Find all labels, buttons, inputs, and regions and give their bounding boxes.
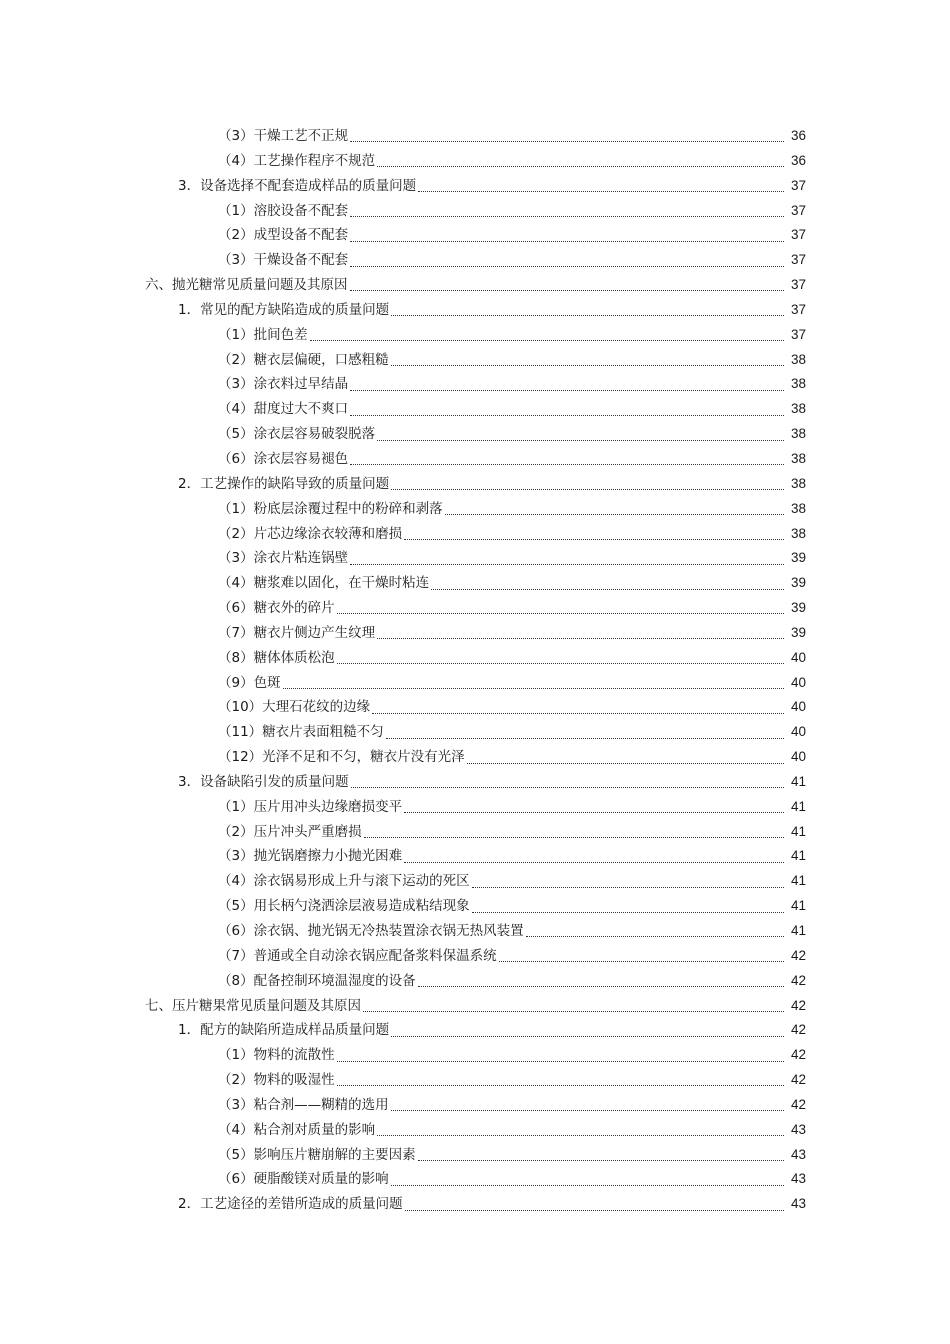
- dot-leader: [404, 861, 784, 863]
- dot-leader: [337, 612, 784, 614]
- toc-entry-title: （7）普通或全自动涂衣锅应配备浆料保温系统: [218, 947, 497, 964]
- toc-entry-title: （5）涂衣层容易破裂脱落: [218, 426, 376, 443]
- toc-entry-page-number: 39: [790, 550, 806, 566]
- toc-entry[interactable]: [0, 199, 950, 224]
- toc-entry-title: （3）干燥设备不配套: [218, 252, 349, 269]
- toc-entry-title: 2．工艺操作的缺陷导致的质量问题: [178, 475, 390, 492]
- toc-entry-page-number: 42: [790, 997, 806, 1013]
- dot-leader: [418, 190, 784, 192]
- toc-entry-page-number: 36: [790, 128, 806, 143]
- toc-entry-title: 七、压片糖果常见质量问题及其原因: [145, 997, 361, 1014]
- toc-entry-title: 3．设备缺陷引发的质量问题: [178, 773, 349, 790]
- toc-entry-title: （3）粘合剂——糊精的选用: [218, 1096, 389, 1113]
- toc-entry-page-number: 38: [790, 525, 806, 541]
- toc-entry[interactable]: [0, 522, 950, 547]
- dot-leader: [363, 1010, 784, 1012]
- toc-entry[interactable]: [0, 894, 950, 919]
- toc-entry-page-number: 38: [790, 500, 806, 516]
- dot-leader: [350, 140, 784, 142]
- toc-entry[interactable]: [0, 1167, 950, 1192]
- toc-entry-page-number: 37: [790, 202, 806, 218]
- toc-entry[interactable]: [0, 596, 950, 621]
- dot-leader: [445, 513, 784, 515]
- toc-entry-title: （1）粉底层涂覆过程中的粉碎和剥落: [218, 500, 443, 517]
- dot-leader: [405, 1209, 784, 1211]
- dot-leader: [350, 240, 784, 242]
- toc-entry-page-number: 36: [790, 152, 806, 168]
- dot-leader: [391, 1184, 784, 1186]
- toc-entry-page-number: 41: [790, 873, 806, 889]
- toc-entry[interactable]: [0, 497, 950, 522]
- dot-leader: [391, 488, 784, 490]
- dot-leader: [364, 836, 784, 838]
- toc-entry[interactable]: [0, 1093, 950, 1118]
- table-of-contents: [0, 124, 950, 1217]
- toc-entry-page-number: 41: [790, 798, 806, 814]
- dot-leader: [499, 960, 784, 962]
- dot-leader: [310, 339, 784, 341]
- toc-entry[interactable]: [0, 944, 950, 969]
- toc-entry[interactable]: [0, 124, 950, 149]
- toc-entry-title: （3）干燥工艺不正规: [218, 128, 349, 144]
- dot-leader: [391, 1035, 784, 1037]
- dot-leader: [472, 911, 784, 913]
- dot-leader: [350, 289, 785, 291]
- toc-entry-title: （2）糖衣层偏硬，口感粗糙: [218, 351, 389, 368]
- dot-leader: [526, 935, 784, 937]
- dot-leader: [404, 811, 784, 813]
- toc-entry-title: （6）涂衣锅、抛光锅无冷热装置涂衣锅无热风装置: [218, 923, 524, 939]
- toc-entry-title: （2）物料的吸湿性: [218, 1072, 335, 1089]
- toc-entry-page-number: 39: [790, 575, 806, 591]
- toc-entry-page-number: 38: [790, 351, 806, 367]
- toc-entry-title: （8）糖体体质松泡: [218, 649, 335, 666]
- dot-leader: [372, 712, 784, 714]
- toc-entry[interactable]: [0, 447, 950, 472]
- dot-leader: [467, 762, 784, 764]
- toc-entry-page-number: 42: [790, 947, 806, 963]
- toc-entry-title: （9）色斑: [218, 674, 281, 691]
- toc-entry-page-number: 40: [790, 699, 806, 715]
- toc-entry[interactable]: [0, 149, 950, 174]
- toc-entry-page-number: 37: [790, 301, 806, 317]
- toc-entry-page-number: 37: [790, 277, 806, 293]
- toc-entry-title: （6）糖衣外的碎片: [218, 600, 335, 617]
- dot-leader: [377, 1134, 784, 1136]
- toc-entry[interactable]: [0, 919, 950, 944]
- toc-entry-title: （12）光泽不足和不匀，糖衣片没有光泽: [218, 749, 465, 766]
- toc-entry-title: （1）物料的流散性: [218, 1047, 335, 1064]
- toc-entry[interactable]: [0, 397, 950, 422]
- toc-entry-page-number: 38: [790, 426, 806, 442]
- toc-entry[interactable]: [0, 820, 950, 845]
- toc-entry[interactable]: [0, 844, 950, 869]
- toc-entry-page-number: 41: [790, 923, 806, 938]
- toc-entry-title: 1．常见的配方缺陷造成的质量问题: [178, 301, 390, 318]
- toc-entry[interactable]: [0, 273, 950, 298]
- toc-entry-title: （11）糖衣片表面粗糙不匀: [218, 724, 384, 741]
- toc-entry[interactable]: [0, 770, 950, 795]
- toc-entry[interactable]: [0, 248, 950, 273]
- dot-leader: [377, 165, 784, 167]
- dot-leader: [391, 314, 784, 316]
- toc-entry-page-number: 42: [790, 1047, 806, 1063]
- dot-leader: [351, 786, 784, 788]
- dot-leader: [337, 1060, 784, 1062]
- toc-entry[interactable]: [0, 994, 950, 1019]
- toc-entry[interactable]: [0, 174, 950, 199]
- toc-entry-page-number: 43: [790, 1121, 806, 1137]
- toc-entry-title: （4）粘合剂对质量的影响: [218, 1121, 376, 1138]
- dot-leader: [283, 687, 784, 689]
- toc-entry-title: （7）糖衣片侧边产生纹理: [218, 624, 376, 641]
- toc-entry-title: （4）甜度过大不爽口: [218, 401, 349, 418]
- toc-entry-title: 3．设备选择不配套造成样品的质量问题: [178, 177, 417, 194]
- toc-entry-page-number: 37: [790, 227, 806, 243]
- toc-entry-title: （3）涂衣片粘连锅壁: [218, 550, 349, 567]
- toc-entry[interactable]: [0, 223, 950, 248]
- toc-entry[interactable]: [0, 1118, 950, 1143]
- dot-leader: [404, 538, 784, 540]
- toc-entry-page-number: 43: [790, 1196, 806, 1212]
- toc-entry[interactable]: [0, 869, 950, 894]
- toc-entry-page-number: 42: [790, 1022, 806, 1038]
- toc-entry-title: （8）配备控制环境温湿度的设备: [218, 972, 416, 989]
- toc-entry-page-number: 37: [790, 326, 806, 342]
- toc-entry-page-number: 38: [790, 450, 806, 466]
- toc-entry-page-number: 38: [790, 376, 806, 392]
- toc-entry-page-number: 38: [790, 401, 806, 417]
- toc-entry-page-number: 43: [790, 1171, 806, 1187]
- toc-entry-title: （2）压片冲头严重磨损: [218, 823, 362, 840]
- toc-entry-page-number: 41: [790, 773, 806, 789]
- dot-leader: [472, 886, 784, 888]
- toc-entry[interactable]: [0, 472, 950, 497]
- toc-entry[interactable]: [0, 372, 950, 397]
- toc-entry[interactable]: [0, 546, 950, 571]
- dot-leader: [350, 563, 784, 565]
- toc-entry-title: （2）片芯边缘涂衣较薄和磨损: [218, 525, 403, 542]
- toc-entry-page-number: 39: [790, 624, 806, 640]
- toc-entry[interactable]: [0, 795, 950, 820]
- toc-entry-page-number: 40: [790, 649, 806, 665]
- dot-leader: [350, 265, 784, 267]
- toc-entry-title: （5）影响压片糖崩解的主要因素: [218, 1146, 416, 1163]
- toc-entry[interactable]: [0, 1043, 950, 1068]
- toc-entry-page-number: 40: [790, 674, 806, 690]
- toc-entry-title: 2．工艺途径的差错所造成的质量问题: [178, 1196, 403, 1213]
- toc-entry-title: （4）糖浆难以固化，在干燥时粘连: [218, 575, 430, 592]
- toc-entry-title: （2）成型设备不配套: [218, 227, 349, 244]
- toc-entry-title: （6）硬脂酸镁对质量的影响: [218, 1171, 389, 1188]
- toc-entry-page-number: 43: [790, 1146, 806, 1162]
- toc-entry-page-number: 38: [790, 475, 806, 491]
- toc-entry-title: （5）用长柄勺浇洒涂层液易造成粘结现象: [218, 898, 470, 915]
- toc-entry-title: （10）大理石花纹的边缘: [218, 699, 371, 716]
- toc-entry[interactable]: [0, 621, 950, 646]
- dot-leader: [391, 364, 784, 366]
- dot-leader: [350, 463, 784, 465]
- dot-leader: [350, 215, 784, 217]
- toc-entry[interactable]: [0, 1018, 950, 1043]
- toc-entry[interactable]: [0, 745, 950, 770]
- toc-entry-page-number: 39: [790, 600, 806, 616]
- toc-entry-title: （6）涂衣层容易褪色: [218, 450, 349, 467]
- toc-entry[interactable]: [0, 671, 950, 696]
- dot-leader: [418, 1159, 784, 1161]
- toc-entry[interactable]: [0, 571, 950, 596]
- toc-entry-title: （3）抛光锅磨擦力小抛光困难: [218, 848, 403, 865]
- toc-entry-title: 1．配方的缺陷所造成样品质量问题: [178, 1022, 390, 1039]
- dot-leader: [386, 737, 784, 739]
- toc-entry-page-number: 41: [790, 898, 806, 914]
- toc-entry[interactable]: [0, 695, 950, 720]
- toc-entry[interactable]: [0, 720, 950, 745]
- dot-leader: [377, 439, 784, 441]
- toc-entry-page-number: 42: [790, 1072, 806, 1088]
- toc-entry[interactable]: [0, 1068, 950, 1093]
- toc-entry-title: （1）批间色差: [218, 326, 308, 343]
- dot-leader: [418, 985, 784, 987]
- toc-entry[interactable]: [0, 1143, 950, 1168]
- toc-entry[interactable]: [0, 323, 950, 348]
- toc-entry[interactable]: [0, 298, 950, 323]
- toc-entry-title: （1）溶胶设备不配套: [218, 202, 349, 219]
- dot-leader: [391, 1109, 784, 1111]
- dot-leader: [431, 588, 784, 590]
- toc-entry-page-number: 41: [790, 823, 806, 839]
- toc-entry-page-number: 40: [790, 724, 806, 740]
- toc-entry-title: 六、抛光糖常见质量问题及其原因: [145, 277, 348, 294]
- toc-entry-title: （4）工艺操作程序不规范: [218, 152, 376, 169]
- toc-entry-title: （3）涂衣料过早结晶: [218, 376, 349, 393]
- toc-entry-page-number: 40: [790, 749, 806, 765]
- toc-entry-page-number: 42: [790, 972, 806, 988]
- dot-leader: [337, 662, 784, 664]
- toc-entry[interactable]: [0, 348, 950, 373]
- toc-entry-page-number: 41: [790, 848, 806, 864]
- toc-entry-page-number: 37: [790, 252, 806, 268]
- dot-leader: [337, 1084, 784, 1086]
- toc-entry[interactable]: [0, 422, 950, 447]
- toc-entry-page-number: 37: [790, 177, 806, 193]
- dot-leader: [377, 637, 784, 639]
- dot-leader: [350, 414, 784, 416]
- toc-entry-page-number: 42: [790, 1096, 806, 1112]
- toc-entry-title: （1）压片用冲头边缘磨损变平: [218, 798, 403, 815]
- toc-entry-title: （4）涂衣锅易形成上升与滚下运动的死区: [218, 873, 470, 890]
- toc-entry[interactable]: [0, 969, 950, 994]
- dot-leader: [350, 389, 784, 391]
- toc-entry[interactable]: [0, 646, 950, 671]
- toc-entry[interactable]: [0, 1192, 950, 1217]
